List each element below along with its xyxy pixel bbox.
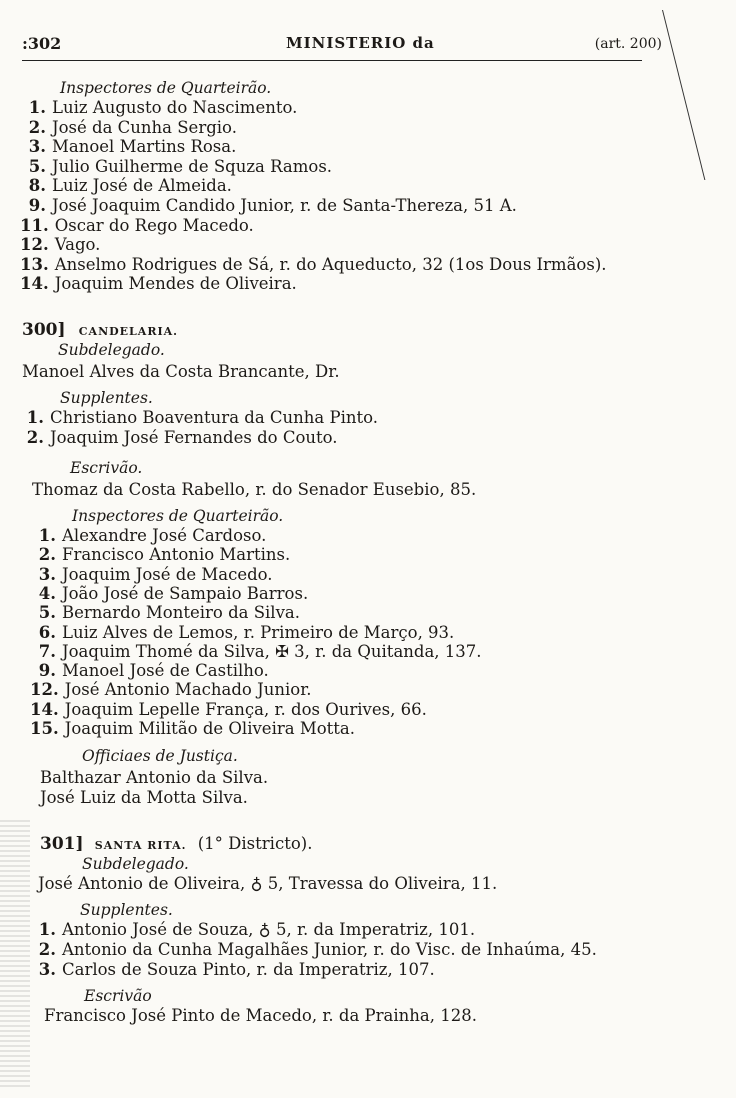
item-number: 2. [26,428,44,447]
list-item [30,940,597,960]
s2-officiaes-heading: Officiaes de Justiça. [82,747,238,765]
list-item [30,642,482,662]
scan-edge-noise [0,820,30,1090]
item-number: 4. [38,583,56,603]
item-text: Luiz Alves de Lemos, r. Primeiro de Março, 93. [62,622,455,642]
s2-officiaes-1: Balthazar Antonio da Silva. [40,768,269,787]
item-text: Anselmo Rodrigues de Sá, r. do Aqueducto, 32 (1os Dous Irmãos). [54,254,607,274]
list-item [30,700,427,720]
item-number: 3. [38,564,56,584]
item-number: 1. [38,920,56,939]
item-number: 9. [28,196,46,215]
list-item [30,623,454,643]
s3-escrivao-heading: Escrivão [84,987,152,1005]
page-header [22,34,662,56]
item-number: 14. [20,274,49,294]
list-item [18,428,338,448]
list-item [30,526,266,546]
item-text: Joaquim José de Macedo. [62,564,273,584]
item-number: 1. [26,408,44,427]
item-number: 13. [20,254,49,274]
list-item [20,274,297,294]
header-rule [22,60,642,61]
item-number: 14. [30,699,59,719]
item-number: 6. [38,622,56,642]
s2-title [22,320,178,342]
list-item [30,603,300,623]
s2-supplentes-heading: Supplentes. [60,389,153,407]
s3-subdelegado-heading: Subdelegado. [82,855,189,873]
list-item [20,98,297,118]
page-number: :302 [22,34,62,53]
item-text: Antonio da Cunha Magalhães Junior, r. do Visc. de Inhaúma, 45. [62,940,597,959]
item-text: Carlos de Souza Pinto, r. da Imperatriz, 107. [62,960,435,979]
item-number: 15. [30,719,59,738]
item-number: 2. [38,545,56,565]
item-number: 11. [20,215,49,235]
item-text: Julio Guilherme de Squza Ramos. [52,156,333,176]
s2-escrivao: Thomaz da Costa Rabello, r. do Senador Eusebio, 85. [32,480,477,499]
s2-officiaes-2: José Luiz da Motta Silva. [40,788,248,807]
item-number: 3. [28,137,46,157]
item-number: 12. [20,235,49,255]
item-number: 3. [38,960,56,979]
item-number: 12. [30,680,59,700]
item-number: 5. [28,156,46,176]
list-item [30,960,435,980]
s2-escrivao-heading: Escrivão. [70,459,143,477]
s3-name: SANTA RITA. [94,839,187,852]
item-text: Joaquim Lepelle França, r. dos Ourives, 66. [64,699,427,719]
item-text: José Joaquim Candido Junior, r. de Santa-Thereza, 51 A. [52,196,517,215]
item-text: Joaquim Militão de Oliveira Motta. [64,719,355,738]
item-text: Joaquim José Fernandes do Couto. [50,428,338,447]
item-text: Luiz Augusto do Nascimento. [52,98,298,117]
s3-number: 301] [40,834,84,854]
list-item [20,137,236,157]
item-text: Vago. [54,235,101,255]
list-item [30,565,273,585]
s2-subdelegado: Manoel Alves da Costa Brancante, Dr. [22,362,340,381]
s2-number: 300] [22,320,66,340]
list-item [30,719,355,739]
item-text: Joaquim Mendes de Oliveira. [54,274,297,294]
running-title: MINISTERIO da [286,34,435,52]
item-text: Joaquim Thomé da Silva, ✠ 3, r. da Quitanda, 137. [62,641,482,661]
s3-title [40,834,312,856]
list-item [20,118,237,138]
list-item [30,661,269,681]
s3-district: (1° Districto). [197,834,313,853]
item-text: José Antonio Machado Junior. [64,680,312,700]
list-item [30,920,475,940]
s2-inspectores-heading: Inspectores de Quarteirão. [72,507,284,525]
s1-heading: Inspectores de Quarteirão. [60,79,272,97]
item-number: 1. [28,98,46,117]
item-text: José da Cunha Sergio. [52,117,237,137]
item-number: 9. [38,661,56,681]
s2-name: CANDELARIA. [78,325,178,338]
item-text: João José de Sampaio Barros. [62,583,309,603]
item-text: Luiz José de Almeida. [52,176,232,196]
item-text: Christiano Boaventura da Cunha Pinto. [50,408,379,427]
list-item [20,216,254,236]
item-number: 7. [38,641,56,661]
list-item [30,680,312,700]
item-number: 2. [28,117,46,137]
list-item [20,196,517,216]
item-number: 2. [38,940,56,959]
article-reference: (art. 200) [594,36,662,52]
s2-subdelegado-heading: Subdelegado. [58,341,165,359]
list-item [20,157,332,177]
item-number: 8. [28,176,46,196]
list-item [20,176,232,196]
item-text: Bernardo Monteiro da Silva. [62,603,300,623]
list-item [20,235,100,255]
s3-subdelegado: José Antonio de Oliveira, ♁ 5, Travessa do Oliveira, 11. [38,874,498,893]
s3-supplentes-heading: Supplentes. [80,901,173,919]
item-text: Antonio José de Souza, ♁ 5, r. da Imperatriz, 101. [62,920,476,939]
item-text: Oscar do Rego Macedo. [54,215,254,235]
s3-escrivao: Francisco José Pinto de Macedo, r. da Prainha, 128. [44,1006,477,1025]
item-text: Manoel Martins Rosa. [52,137,237,157]
list-item [30,584,308,604]
item-number: 5. [38,603,56,623]
list-item [20,255,607,275]
item-text: Alexandre José Cardoso. [62,526,267,545]
item-number: 1. [38,526,56,545]
item-text: Manoel José de Castilho. [62,661,269,681]
list-item [30,545,290,565]
list-item [18,408,378,428]
item-text: Francisco Antonio Martins. [62,545,291,565]
